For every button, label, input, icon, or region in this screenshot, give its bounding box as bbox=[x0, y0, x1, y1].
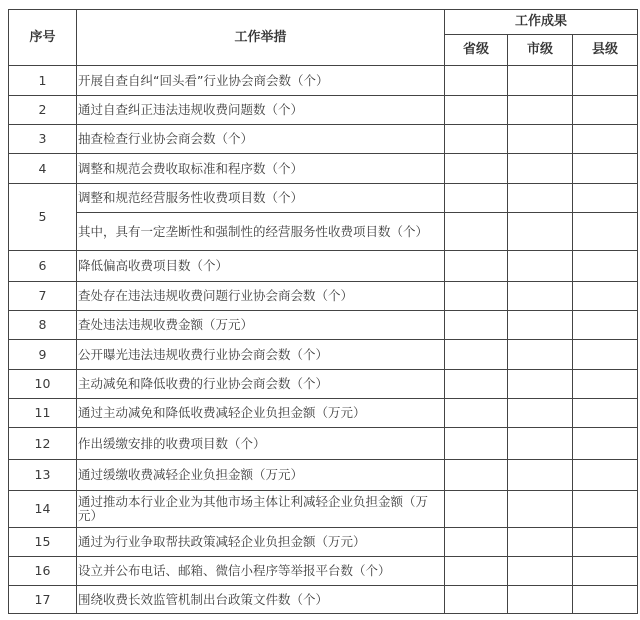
cell-province bbox=[445, 557, 508, 586]
table-row bbox=[9, 370, 638, 399]
row-measure: 公开曝光违法违规收费行业协会商会数（个） bbox=[77, 340, 445, 370]
cell-city bbox=[508, 340, 573, 370]
row-number: 7 bbox=[9, 282, 77, 311]
row-measure: 通过推动本行业企业为其他市场主体让利减轻企业负担金额（万元） bbox=[77, 491, 445, 528]
cell-province bbox=[445, 213, 508, 251]
table-row bbox=[9, 66, 638, 96]
cell-city bbox=[508, 282, 573, 311]
row-number: 15 bbox=[9, 528, 77, 557]
cell-county bbox=[573, 311, 638, 340]
row-number: 1 bbox=[9, 66, 77, 96]
row-number: 16 bbox=[9, 557, 77, 586]
table-row bbox=[9, 125, 638, 154]
table-row bbox=[9, 460, 638, 491]
row-measure: 降低偏高收费项目数（个） bbox=[77, 251, 445, 282]
row-number: 5 bbox=[9, 184, 77, 251]
row-measure: 调整和规范会费收取标准和程序数（个） bbox=[77, 154, 445, 184]
table-row bbox=[9, 213, 638, 251]
cell-province bbox=[445, 66, 508, 96]
cell-county bbox=[573, 491, 638, 528]
header-city: 市级 bbox=[508, 35, 573, 66]
cell-county bbox=[573, 370, 638, 399]
row-measure: 作出缓缴安排的收费项目数（个） bbox=[77, 428, 445, 460]
table-row bbox=[9, 251, 638, 282]
cell-city bbox=[508, 528, 573, 557]
cell-city bbox=[508, 311, 573, 340]
row-measure: 查处违法违规收费金额（万元） bbox=[77, 311, 445, 340]
cell-city bbox=[508, 184, 573, 213]
table-row bbox=[9, 311, 638, 340]
cell-county bbox=[573, 154, 638, 184]
row-number: 10 bbox=[9, 370, 77, 399]
row-measure: 主动减免和降低收费的行业协会商会数（个） bbox=[77, 370, 445, 399]
table-row bbox=[9, 557, 638, 586]
cell-city bbox=[508, 586, 573, 614]
cell-province bbox=[445, 586, 508, 614]
cell-province bbox=[445, 184, 508, 213]
cell-city bbox=[508, 557, 573, 586]
table-row bbox=[9, 528, 638, 557]
row-measure: 设立并公布电话、邮箱、微信小程序等举报平台数（个） bbox=[77, 557, 445, 586]
cell-province bbox=[445, 460, 508, 491]
cell-province bbox=[445, 96, 508, 125]
cell-county bbox=[573, 96, 638, 125]
row-measure: 调整和规范经营服务性收费项目数（个） bbox=[77, 184, 445, 213]
cell-city bbox=[508, 154, 573, 184]
row-measure: 通过缓缴收费减轻企业负担金额（万元） bbox=[77, 460, 445, 491]
table-row bbox=[9, 491, 638, 528]
cell-city bbox=[508, 251, 573, 282]
cell-county bbox=[573, 557, 638, 586]
cell-city bbox=[508, 125, 573, 154]
row-number: 3 bbox=[9, 125, 77, 154]
row-number: 6 bbox=[9, 251, 77, 282]
cell-city bbox=[508, 491, 573, 528]
cell-province bbox=[445, 311, 508, 340]
cell-county bbox=[573, 528, 638, 557]
cell-province bbox=[445, 154, 508, 184]
work-results-table bbox=[8, 9, 638, 614]
cell-county bbox=[573, 184, 638, 213]
row-measure: 抽查检查行业协会商会数（个） bbox=[77, 125, 445, 154]
row-number: 8 bbox=[9, 311, 77, 340]
row-measure: 开展自查自纠“回头看”行业协会商会数（个） bbox=[77, 66, 445, 96]
cell-county bbox=[573, 399, 638, 428]
cell-city bbox=[508, 213, 573, 251]
cell-city bbox=[508, 460, 573, 491]
table-row bbox=[9, 154, 638, 184]
row-number: 17 bbox=[9, 586, 77, 614]
cell-province bbox=[445, 340, 508, 370]
cell-province bbox=[445, 491, 508, 528]
cell-county bbox=[573, 428, 638, 460]
header-measure: 工作举措 bbox=[77, 10, 445, 66]
header-county: 县级 bbox=[573, 35, 638, 66]
row-number: 13 bbox=[9, 460, 77, 491]
cell-city bbox=[508, 399, 573, 428]
row-number: 14 bbox=[9, 491, 77, 528]
cell-county bbox=[573, 282, 638, 311]
cell-province bbox=[445, 125, 508, 154]
row-measure: 围绕收费长效监管机制出台政策文件数（个） bbox=[77, 586, 445, 614]
cell-province bbox=[445, 282, 508, 311]
table-row bbox=[9, 96, 638, 125]
cell-county bbox=[573, 460, 638, 491]
table-row bbox=[9, 428, 638, 460]
header-province: 省级 bbox=[445, 35, 508, 66]
cell-province bbox=[445, 528, 508, 557]
row-measure: 通过自查纠正违法违规收费问题数（个） bbox=[77, 96, 445, 125]
row-number: 4 bbox=[9, 154, 77, 184]
table-row bbox=[9, 586, 638, 614]
cell-city bbox=[508, 370, 573, 399]
cell-city bbox=[508, 428, 573, 460]
row-number: 2 bbox=[9, 96, 77, 125]
row-measure: 通过主动减免和降低收费减轻企业负担金额（万元） bbox=[77, 399, 445, 428]
table-row bbox=[9, 282, 638, 311]
cell-county bbox=[573, 66, 638, 96]
cell-county bbox=[573, 340, 638, 370]
cell-county bbox=[573, 251, 638, 282]
cell-province bbox=[445, 399, 508, 428]
table-row bbox=[9, 340, 638, 370]
cell-county bbox=[573, 125, 638, 154]
row-measure: 查处存在违法违规收费问题行业协会商会数（个） bbox=[77, 282, 445, 311]
header-results: 工作成果 bbox=[445, 10, 638, 35]
row-measure: 通过为行业争取帮扶政策减轻企业负担金额（万元） bbox=[77, 528, 445, 557]
table-body bbox=[9, 66, 638, 614]
cell-province bbox=[445, 428, 508, 460]
table-row bbox=[9, 184, 638, 213]
cell-county bbox=[573, 586, 638, 614]
header-index: 序号 bbox=[9, 10, 77, 66]
row-number: 12 bbox=[9, 428, 77, 460]
row-number: 9 bbox=[9, 340, 77, 370]
table-row bbox=[9, 399, 638, 428]
row-number: 11 bbox=[9, 399, 77, 428]
row-measure-sub: 其中，具有一定垄断性和强制性的经营服务性收费项目数（个） bbox=[77, 213, 445, 251]
cell-city bbox=[508, 96, 573, 125]
cell-province bbox=[445, 370, 508, 399]
cell-province bbox=[445, 251, 508, 282]
cell-county bbox=[573, 213, 638, 251]
cell-city bbox=[508, 66, 573, 96]
